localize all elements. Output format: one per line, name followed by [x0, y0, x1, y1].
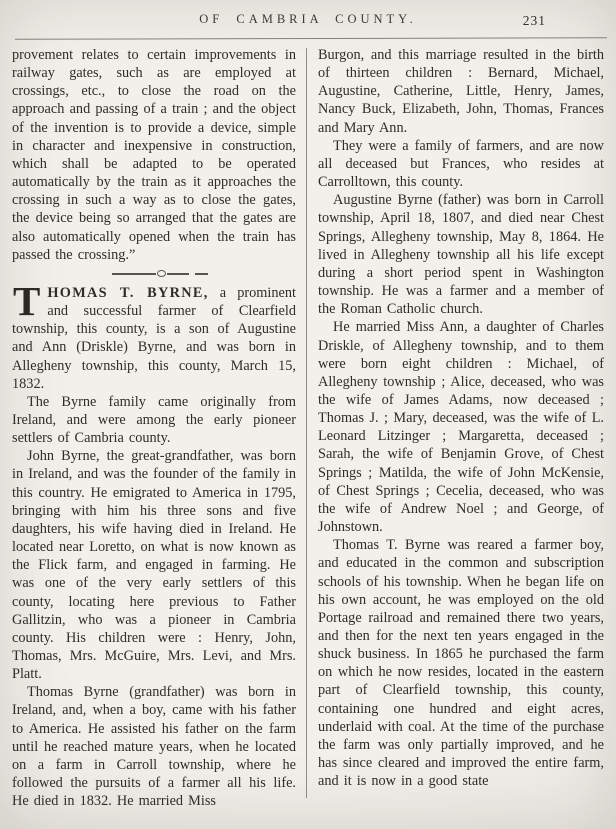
- left-column: [12, 46, 296, 809]
- page-number: 231: [522, 13, 546, 28]
- paragraph: Thomas Byrne (grandfather) was born in Ireland, and, when a boy, came with his father to America. He assisted his father on the farm until he reached mature years, when he located on a farm in Carroll township, where he followed the pursuits of a farmer all his life. He died in 1832. He married Miss: [12, 684, 296, 809]
- article-lead-paragraph: [12, 277, 296, 393]
- running-title: OF CAMBRIA COUNTY.: [199, 12, 417, 26]
- text-columns: [12, 46, 604, 809]
- right-column: [318, 46, 604, 809]
- divider-circle-icon: [157, 270, 166, 277]
- continuation-paragraph: provement relates to certain improvements in railway gates, such as are employed at crossings, etc., to close the road on the approach and passing of a train ; and the object of the invention is to provide a device, simple in character and inexpensive in construction, which shall be adapted to be operated automatically by the train as it approaches the crossing in such a way as to close the gates, the device being so arranged that the gates are also automatically opened when the train has passed the crossing.”: [12, 47, 296, 263]
- subject-name: HOMAS T. BYRNE,: [47, 284, 209, 301]
- divider-line: [112, 273, 156, 275]
- divider-line: [167, 273, 189, 275]
- divider-line: [195, 273, 208, 275]
- header-rule: [15, 37, 607, 40]
- paragraph: The Byrne family came originally from Ireland, and were among the early pioneer settlers of Cambria county.: [12, 393, 296, 447]
- lead-paragraph-text: a prominent and successful farmer of Clearfield township, this county, is a son of Augustine and Ann (Driskle) Byrne, and was born in Allegheny township, this county, March 15, 1832.: [12, 284, 296, 392]
- paragraph: They were a family of farmers, and are now all deceased but Frances, who resides at Carrolltown, this county.: [318, 137, 604, 191]
- drop-cap: T: [13, 277, 41, 324]
- paragraph: John Byrne, the great-grandfather, was born in Ireland, and was the founder of the family in this country. He emigrated to America in 1795, bringing with him his three sons and five daughters, his wife having died in Ireland. He located near Loretto, on what is now known as the Flick farm, and engaged in farming. He was one of the very early settlers of this county, locating here previous to Father Gallitzin, who was a pioneer in Cambria county. His children were : Henry, John, Thomas, Mrs. McGuire, Mrs. Levi, and Mrs. Platt.: [12, 448, 296, 683]
- paragraph: Thomas T. Byrne was reared a farmer boy, and educated in the common and subscription schools of his township. When he began life on his own account, he was employed on the old Portage railroad and remained there two years, and then for the next ten years engaged in the shuck business. In 1865 he purchased the farm on which he now resides, located in the eastern part of Clearfield township, this county, containing one hundred and eight acres, underlaid with coal. At the time of the purchase the farm was only partially improved, and he has since cleared and improved the entire farm, and it is now in a good state: [318, 537, 604, 790]
- continuation-paragraph: Burgon, and this marriage resulted in the birth of thirteen children : Bernard, Michael, Augustine, Catherine, Little, Henry, James, Nancy Buck, Elizabeth, John, Thomas, Frances and Mary Ann.: [318, 47, 604, 136]
- paragraph: Augustine Byrne (father) was born in Carroll township, April 18, 1807, and died near Chest Springs, Allegheny township, May 8, 1864. He lived in Allegheny township all his life except during a short period spent in Washington township. He was a farmer and a member of the Roman Catholic church.: [318, 192, 604, 318]
- section-divider: [12, 265, 296, 283]
- paragraph: He married Miss Ann, a daughter of Charles Driskle, of Allegheny township, and to them were born eight children : Michael, of Allegheny township ; Alice, deceased, who was the wife of James Adams, now deceased ; Thomas J. ; Mary, deceased, was the wife of L. Leonard Litzinger ; Margaretta, deceased ; Sarah, the wife of Benjamin Grove, of Chest Springs ; Matilda, the wife of John McKensie, of Chest Springs ; Cecelia, deceased, who was the wife of Andrew Noel ; and George, of Johnstown.: [318, 319, 604, 536]
- page-header: [0, 12, 616, 34]
- column-rule: [306, 48, 307, 798]
